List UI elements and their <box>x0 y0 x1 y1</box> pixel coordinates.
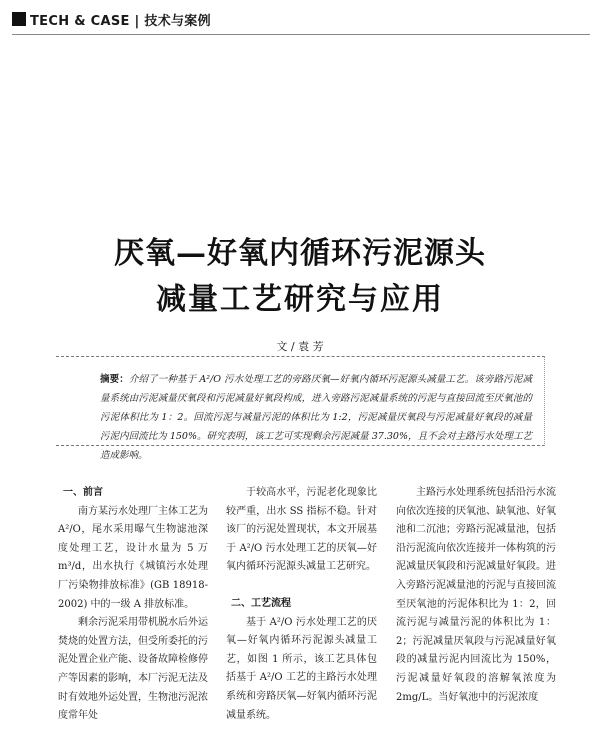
section-heading-intro: 一、前言 <box>63 487 103 498</box>
header-text: TECH & CASE | 技术与案例 <box>30 13 211 29</box>
header-rule <box>12 34 590 35</box>
column-3 <box>396 484 556 707</box>
column-2 <box>226 484 377 725</box>
paragraph: 于较高水平，污泥老化现象比较严重，出水 SS 指标不稳。针对该厂的污泥处置现状，本文开展基于 A²/O 污水处理工艺的厌氧—好氧内循环污泥源头减量工艺研究。 <box>226 487 377 573</box>
paragraph: 剩余污泥采用带机脱水后外运焚烧的处置方法，但受所委托的污泥处置企业产能、设备故障检修停产等因素的影响，本厂污泥无法及时有效地外运处置，生物池污泥浓度常年处 <box>58 617 208 722</box>
author-byline: 文 / 袁 芳 <box>276 340 324 353</box>
article-title-line-1: 厌氧—好氧内循环污泥源头 <box>114 236 486 271</box>
abstract-text: 介绍了一种基于 A²/O 污水处理工艺的旁路厌氧—好氧内循环污泥源头减量工艺。该旁路污泥减量系统由污泥减量厌氧段和污泥减量好氧段构成，进入旁路污泥减量系统的污泥与直接回流至厌氧池的污泥体积比为 1：2。回流污泥与减量污泥的体积比为 1:2，污泥减量厌氧段与污泥减量好氧段的减量污泥内回流比为 150%。研究表明，该工艺可实现剩余污泥减量 37.30%，且不会对主路污水处理工艺造成影响。 <box>100 374 532 461</box>
paragraph: 南方某污水处理厂主体工艺为 A²/O，尾水采用曝气生物滤池深度处理工艺，设计水量为 5 万 m³/d，出水执行《城镇污水处理厂污染物排放标准》(GB 18918-2002) 中的一级 A 排放标准。 <box>58 505 208 610</box>
section-heading-process: 二、工艺流程 <box>231 597 291 609</box>
paragraph: 基于 A²/O 污水处理工艺的厌氧—好氧内循环污泥源头减量工艺，如图 1 所示，该工艺具体包括基于 A²/O 工艺的主路污水处理系统和旁路厌氧—好氧内循环污泥减量系统。 <box>226 616 377 721</box>
abstract <box>100 370 532 465</box>
paragraph: 主路污水处理系统包括沿污水流向依次连接的厌氧池、缺氧池、好氧池和二沉池；旁路污泥减量池，包括沿污泥流向依次连接并一体构筑的污泥减量厌氧段和污泥减量好氧段。进入旁路污泥减量池的污泥与直接回流至厌氧池的污泥体积比为 1：2，回流污泥与减量污泥的体积比为 1：2；污泥减量厌氧段与污泥减量好氧段的减量污泥内回流比为 150%，污泥减量好氧段的溶解氧浓度为 2mg/L。当好氧池中的污泥浓度 <box>396 487 556 703</box>
section-header <box>12 10 211 28</box>
header-marker <box>12 12 26 26</box>
abstract-label: 摘要： <box>100 374 129 385</box>
column-1 <box>58 484 208 726</box>
article-title-line-2: 减量工艺研究与应用 <box>156 282 444 317</box>
